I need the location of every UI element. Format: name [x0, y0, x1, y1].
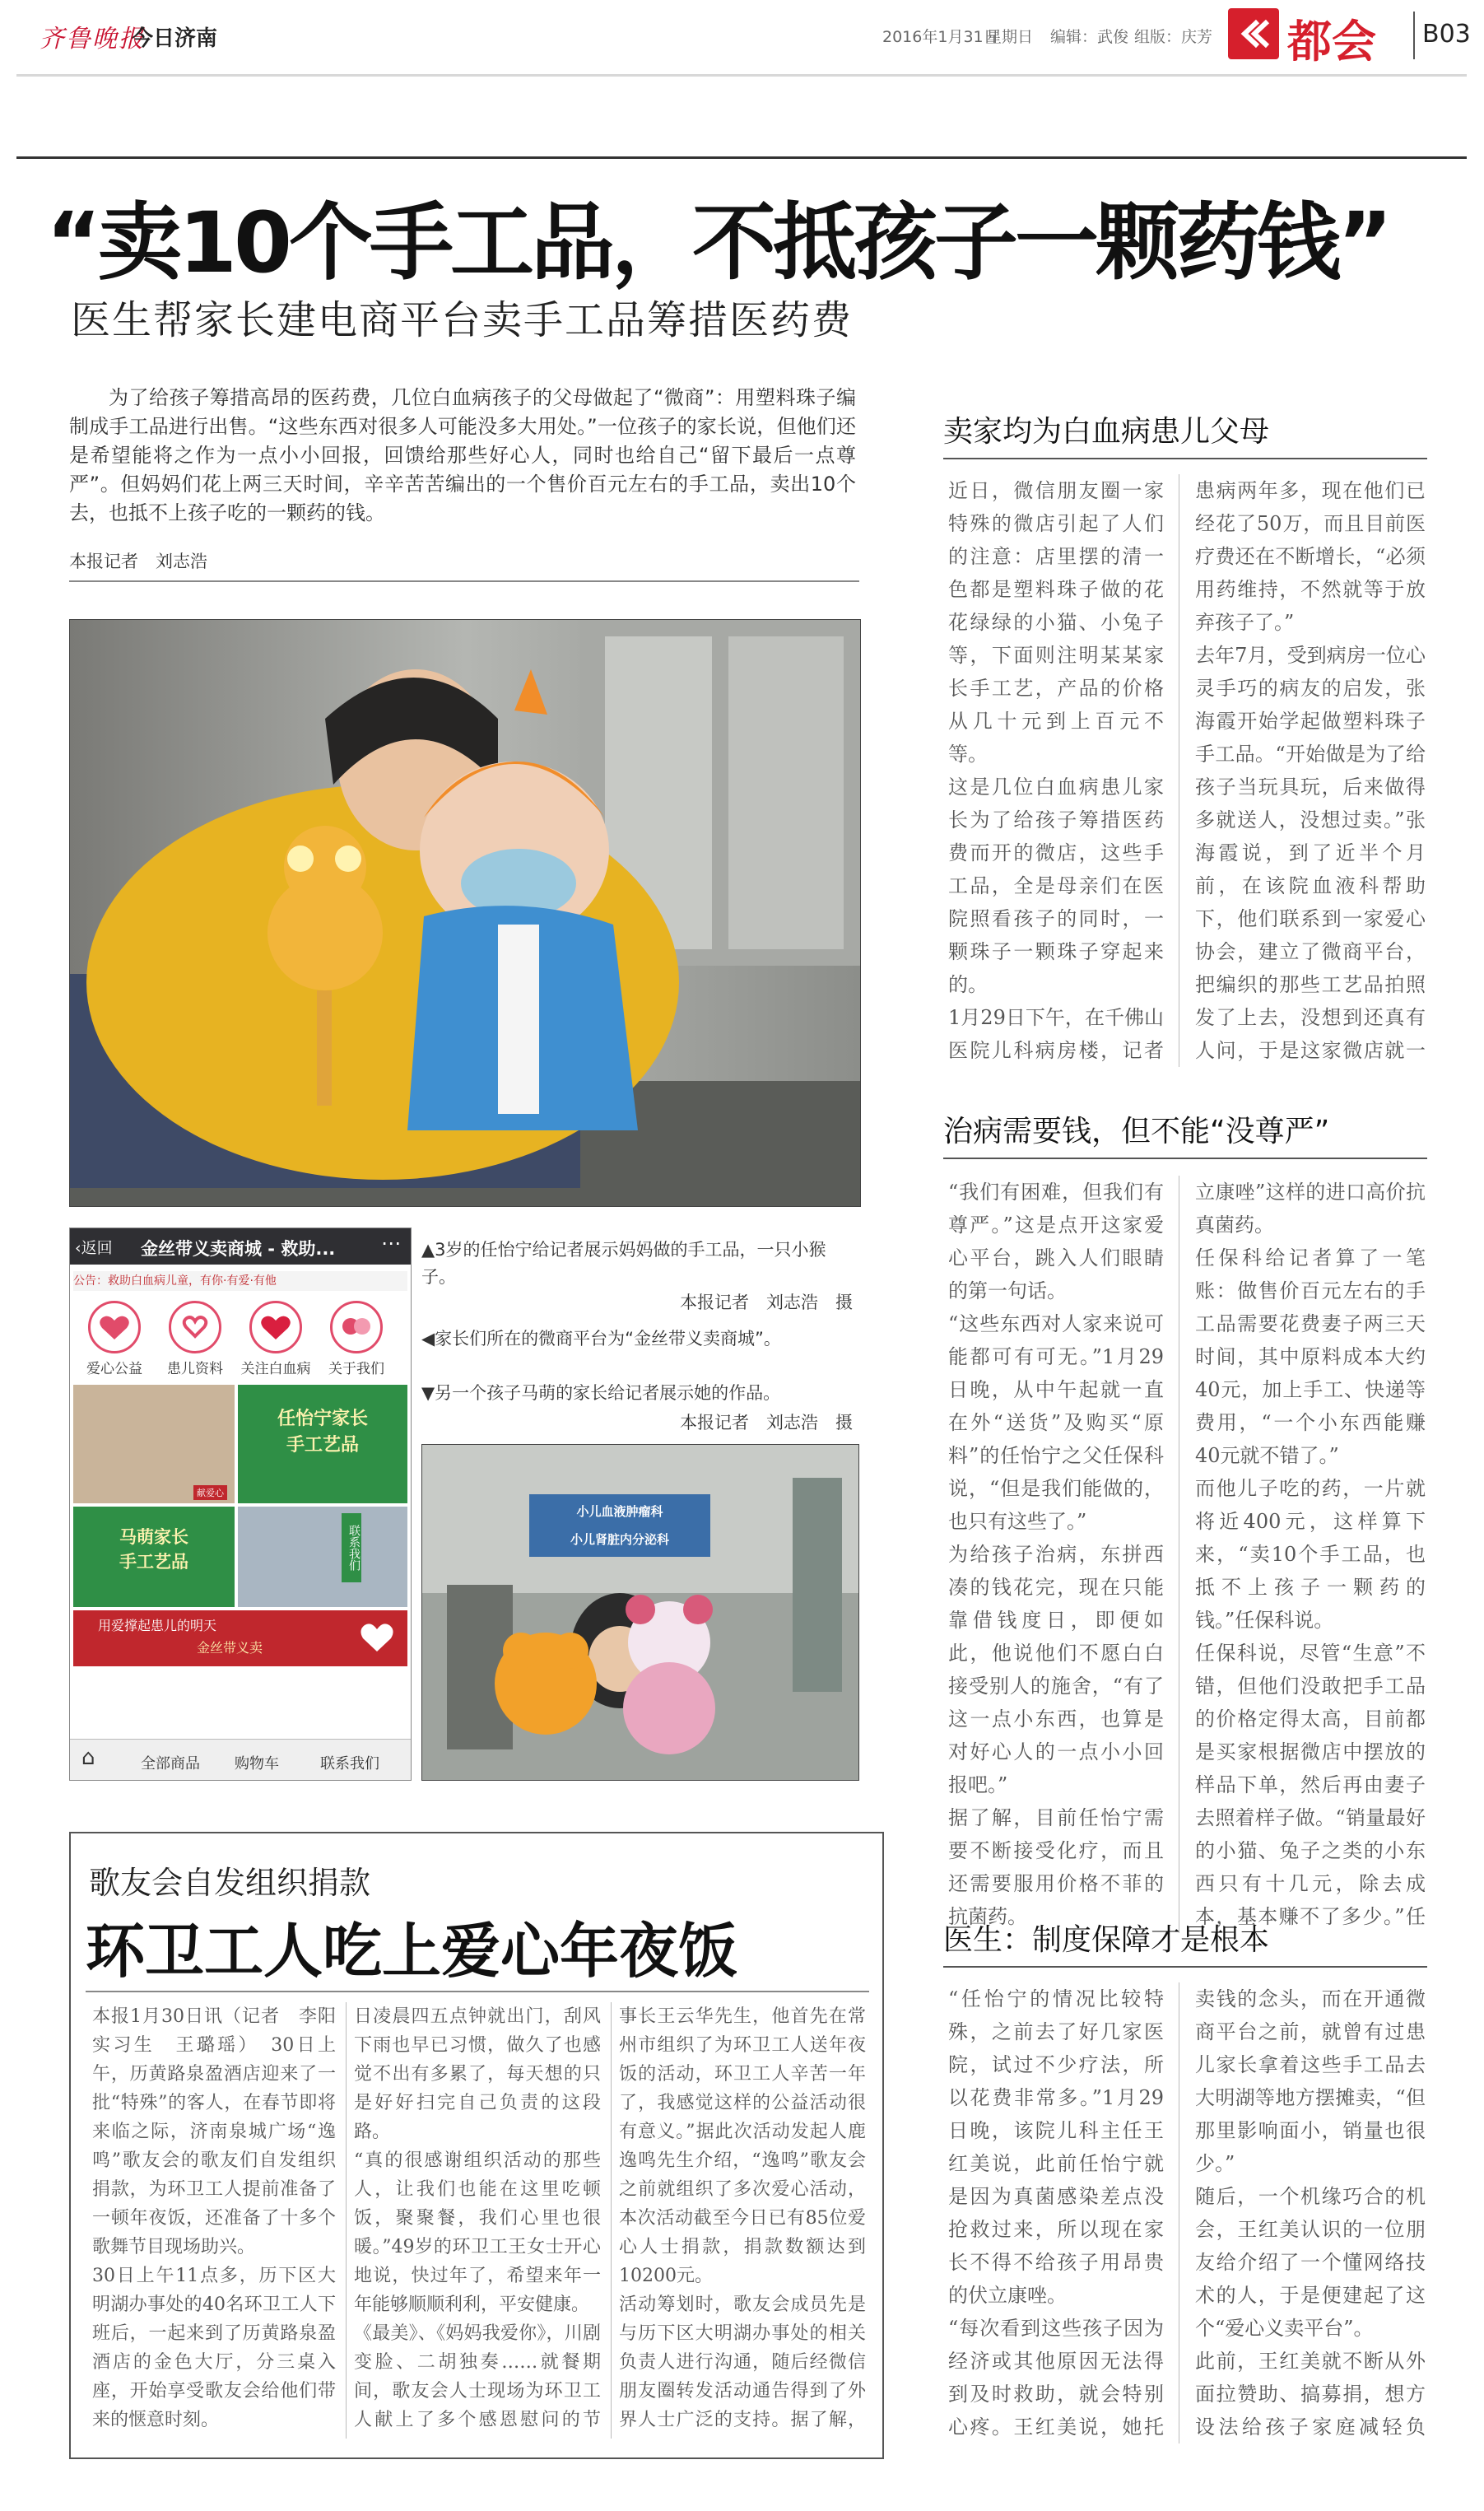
second-story-kicker: 歌友会自发组织捐款: [89, 1865, 371, 1901]
section2-col2: 立康唑”这样的进口高价抗真菌药。 任保科给记者算了一笔账：做售价百元左右的手工品需要花费妻子两三天时间，其中原料成本大约40元，加上手工、快递等费用，“一个小东西能赚40元就不错了。” 而他儿子吃的药，一片就将近400元，这样算下来，“卖10个手工品，也抵不上孩子一颗药的钱。”任保科说。 任保科说，尽管“生意”不错，但他们没敢把手工品的价格定得太高，目前都是买家根据微店中摆放的样品下单，然后再由妻子去照着样子做。“销量最好的小猫、兔子之类的小东西只有十几元，除去成本，基本赚不了多少。”任: [1195, 1181, 1426, 1928]
photo3-credit: 本报记者 刘志浩 摄: [680, 1413, 853, 1433]
card-title: 任怡宁家长 手工艺品: [277, 1409, 368, 1456]
mother-child-photo: [69, 619, 861, 1207]
app-icon-label: 患儿资料: [167, 1361, 223, 1377]
photo1-caption: ▲3岁的任怡宁给记者展示妈妈做的手工品，一只小猴子。: [421, 1240, 826, 1287]
header-rule: [16, 156, 1467, 159]
lead-headline: “卖10个手工品，不抵孩子一颗药钱”: [46, 194, 1390, 292]
donate-tag: 献爱心: [193, 1485, 227, 1500]
app-icon-label: 关于我们: [328, 1361, 384, 1377]
designer-credit: 组版：庆芳: [1134, 28, 1213, 46]
section2-heading: 治病需要钱，但不能“没尊严”: [943, 1115, 1330, 1148]
heart-icon: [356, 1617, 398, 1658]
section-label: 今日济南: [132, 26, 218, 51]
second-story-headline: 环卫工人吃上爱心年夜饭: [86, 1917, 738, 1986]
home-icon[interactable]: ⌂: [81, 1745, 95, 1770]
section2-col1: “我们有困难，但我们有尊严。”这是点开这家爱心平台，跳入人们眼睛的第一句话。 “这些东西对人家来说可能都可有可无。”1月29日晚，从中午起就一直在外“送货”及购买“原料”的任怡宁之父任保科说，“但是我们能做的，也只有这些了。” 为给孩子治病，东拼西凑的钱花完，现在只能靠借钱度日，即便如此，他说他们不愿白白接受别人的施舍，“有了这一点小东西，也算是对好心人的一点小小回报吧。” 据了解，目前任怡宁需要不断接受化疗，而且还需要服用价格不菲的抗菌药。: [948, 1181, 1164, 1928]
section1-heading: 卖家均为白血病患儿父母: [943, 415, 1270, 449]
banner-line-2: 金丝带义卖: [197, 1640, 263, 1656]
app-back-label: 返回: [81, 1239, 113, 1257]
card-title: 马萌家长 手工艺品: [119, 1527, 188, 1572]
heart-care-icon[interactable]: [249, 1301, 302, 1353]
app-back-button[interactable]: [75, 1236, 113, 1258]
banner-line-1: 用爱撑起患儿的明天: [98, 1618, 217, 1633]
section3-col2: 卖钱的念头，而在开通微商平台之前，就曾有过患儿家长拿着这些手工品去大明湖等地方摆摊卖，“但那里影响面小，销量也很少。” 随后，一个机缘巧合的机会，王红美认识的一位朋友给介绍了一个懂网络技术的人，于是便建起了这个“爱心义卖平台”。 此前，王红美就不断从外面拉赞助、搞募捐，想方设法给孩子家庭减轻负: [1195, 1987, 1426, 2439]
card-photo-right-bottom: [238, 1507, 407, 1607]
app-icon-label: 关注白血病: [240, 1361, 311, 1377]
ward-sign: 小儿血液肿瘤科 小儿肾脏内分泌科: [570, 1504, 669, 1547]
section3-col1: “任怡宁的情况比较特殊，之前去了好几家医院，试过不少疗法，所以花费非常多。”1月29日晚，该院儿科主任王红美说，此前任怡宁就是因为真菌感染差点没抢救过来，所以现在家长不得不给孩子用昂贵的伏立康唑。 “每次看到这些孩子因为经济或其他原因无法得到及时救助，就会特别心疼。王红美说，她托: [948, 1987, 1164, 2439]
section-badge: [1228, 8, 1279, 59]
second-story-col3: 事长王云华先生，他首先在常州市组织了为环卫工人送年夜饭的活动，环卫工人辛苦一年了，我感觉这样的公益活动很有意义。”据此次活动发起人鹿逸鸣先生介绍，“逸鸣”歌友会之前就组织了多次爱心活动，本次活动截至今日已有85位爱心人士捐款，捐款数额达到10200元。 活动筹划时，歌友会成员先是与历下区大明湖办事处的相关负责人进行沟通，随后经微信朋友圈转发活动通告得到了外界人士广泛的支持。据了解，: [619, 2006, 866, 2430]
more-icon[interactable]: ⋯: [381, 1232, 401, 1255]
lead-byline: 本报记者 刘志浩: [69, 552, 207, 571]
heart-hands-icon[interactable]: [169, 1301, 221, 1353]
section1-col1: 近日，微信朋友圈一家特殊的微店引起了人们的注意：店里摆的清一色都是塑料珠子做的花花绿绿的小猫、小兔子等，下面则注明某某家长手工艺，产品的价格从几十元到上百元不等。 这是几位白血病患儿家长为了给孩子筹措医药费而开的微店，这些手工品，全是母亲们在医院照看孩子的同时，一颗珠子一颗珠子穿起来的。 1月29日下午，在千佛山医院儿科病房楼，记者: [948, 479, 1164, 1062]
photo1-credit: 本报记者 刘志浩 摄: [680, 1293, 853, 1312]
editor-credit: 编辑：武俊: [1050, 28, 1129, 46]
app-banner[interactable]: [73, 1610, 407, 1666]
contact-tab[interactable]: 联系我们: [342, 1513, 361, 1582]
triangle-left-icon: ◀: [421, 1329, 435, 1349]
photo2-caption-text: 家长们所在的微商平台为“金丝带义卖商城”。: [435, 1329, 781, 1349]
heart-love-icon[interactable]: [88, 1301, 141, 1353]
app-screenshot: [69, 1228, 412, 1781]
nav-contact[interactable]: 联系我们: [320, 1755, 379, 1773]
issue-date: 2016年1月31日: [882, 28, 999, 46]
lead-intro: 为了给孩子筹措高昂的医药费，几位白血病孩子的父母做起了“微商”：用塑料珠子编制成手工品进行出售。“这些东西对很多人可能没多大用处。”一位孩子的家长说，但他们还是希望能将之作为一点小小回报，回馈给那些好心人，同时也给自己“留下最后一点尊严”。但妈妈们花上两三天时间，辛辛苦苦编出的一个售价百元左右的手工品，卖出10个去，也抵不上孩子吃的一颗药的钱。: [69, 386, 856, 524]
nav-all-products[interactable]: 全部商品: [141, 1755, 200, 1773]
second-story-col1: 本报1月30日讯（记者 李阳 实习生 王璐瑶） 30日上午，历黄路泉盈酒店迎来了一批“特殊”的客人，在春节即将来临之际，济南泉城广场“逸鸣”歌友会的歌友们自发组织捐款，为环卫工人提前准备了一顿年夜饭，还准备了十多个歌舞节目现场助兴。 30日上午11点多，历下区大明湖办事处的40名环卫工人下班后，一起来到了历黄路泉盈酒店的金色大厅，分三桌入座，开始享受歌友会给他们带来的惬意时刻。: [92, 2006, 336, 2430]
parent-crafts-photo: [421, 1444, 859, 1781]
page-number: B03: [1422, 20, 1471, 49]
chevron-left-icon: ‹: [75, 1239, 81, 1257]
issue-weekday: 星期日: [986, 28, 1034, 46]
product-card-renyining[interactable]: [238, 1385, 407, 1503]
app-notice: 公告：救助白血病儿童，有你·有爱·有他: [73, 1271, 407, 1291]
paper-logo: 齐鲁晚报: [40, 25, 145, 54]
app-title: 金丝带义卖商城 - 救助...: [141, 1239, 336, 1259]
product-card-mameng[interactable]: [73, 1507, 235, 1607]
app-icon-label: 爱心公益: [86, 1361, 142, 1377]
section3-heading: 医生：制度保障才是根本: [943, 1923, 1270, 1957]
heart-about-icon[interactable]: [330, 1301, 383, 1353]
photo3-caption: ▼另一个孩子马萌的家长给记者展示她的作品。: [421, 1383, 781, 1403]
section-name: 都会: [1287, 16, 1376, 68]
nav-cart[interactable]: 购物车: [235, 1755, 279, 1773]
masthead-rule: [16, 74, 1467, 77]
section1-col2: 患病两年多，现在他们已经花了50万，而且目前医疗费还在不断增长，“必须用药维持，不然就等于放弃孩子了。” 去年7月，受到病房一位心灵手巧的病友的启发，张海霞开始学起做塑料珠子手工品。“开始做是为了给孩子当玩具玩，后来做得多就送人，没想过卖。”张海霞说，到了近半个月前，在该院血液科帮助下，他们联系到一家爱心协会，建立了微商平台，把编织的那些工艺品拍照发了上去，没想到还真有人问，于是这家微店就一: [1195, 479, 1426, 1062]
photo2-caption: [421, 1325, 858, 1353]
chevron-left-icon: [1228, 8, 1279, 59]
lead-subheadline: 医生帮家长建电商平台卖手工品筹措医药费: [71, 297, 854, 343]
second-story-col2: 日凌晨四五点钟就出门，刮风下雨也早已习惯，做久了也感觉不出有多累了，每天想的只是好好扫完自己负责的这段路。 “真的很感谢组织活动的那些人，让我们也能在这里吃顿饭，聚聚餐，我们心里也很暖。”49岁的环卫工王女士开心地说，快过年了，希望来年一年能够顺顺利利，平安健康。 《最美》、《妈妈我爱你》，川剧变脸、二胡独奏……就餐期间，歌友会人士现场为环卫工人献上了多个感恩慰问的节: [354, 2006, 601, 2430]
